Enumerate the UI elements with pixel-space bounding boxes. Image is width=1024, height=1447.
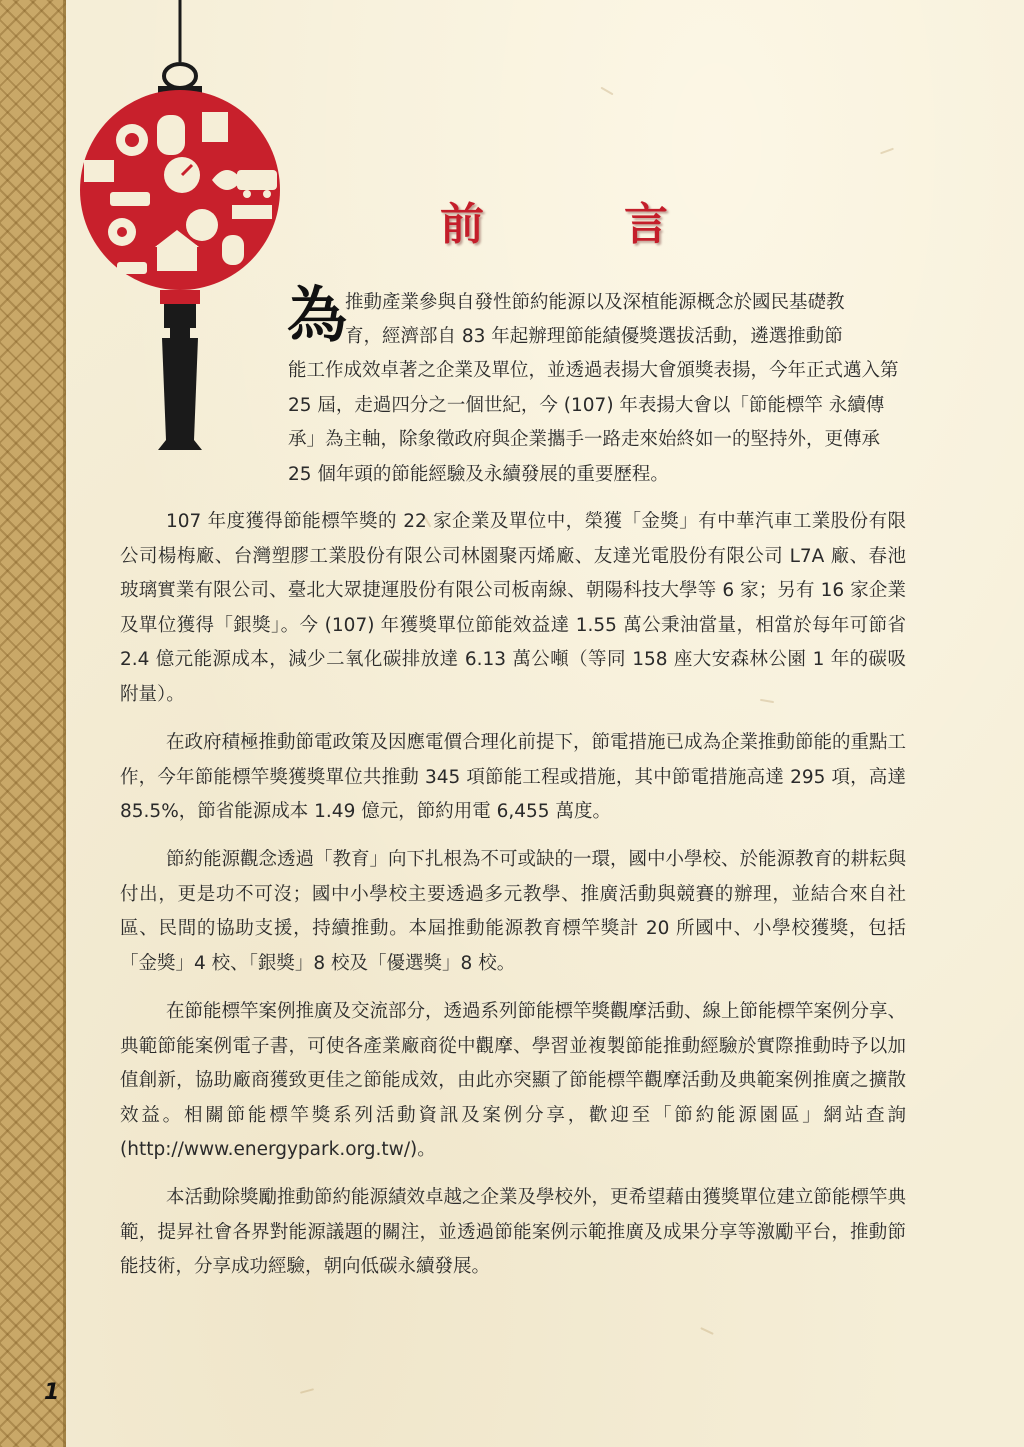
decorative-border <box>0 0 66 1447</box>
body-paragraph: 107 年度獲得節能標竿獎的 22 家企業及單位中，榮獲「金獎」有中華汽車工業股份有限公司楊梅廠、台灣塑膠工業股份有限公司林園聚丙烯廠、友達光電股份有限公司 L7A 廠、春池玻璃實業有限公司、臺北大眾捷運股份有限公司板南線、朝陽科技大學等 6 家；另有 16 家企業及單位獲得「銀獎」。今 (107) 年獲獎單位節能效益達 1.55 萬公秉油當量，相當於每年可節省 2.4 億元能源成本，減少二氧化碳排放達 6.13 萬公噸（等同 158 座大安森林公園 1 年的碳吸附量）。 <box>120 511 906 705</box>
body-paragraph: 節約能源觀念透過「教育」向下扎根為不可或缺的一環，國中小學校、於能源教育的耕耘與付出，更是功不可沒；國中小學校主要透過多元教學、推廣活動與競賽的辦理，並結合來自社區、民間的協助支援，持續推動。本屆推動能源教育標竿獎計 20 所國中、小學校獲獎，包括「金獎」4 校、「銀獎」8 校及「優選獎」8 校。 <box>120 849 907 974</box>
body-paragraph: 在節能標竿案例推廣及交流部分，透過系列節能標竿獎觀摩活動、線上節能標竿案例分享、典範節能案例電子書，可使各產業廠商從中觀摩、學習並複製節能推動經驗於實際推動時予以加值創新，協助廠商獲致更佳之節能成效，由此亦突顯了節能標竿觀摩活動及典範案例推廣之擴散效益。相關節能標竿獎系列活動資訊及案例分享，歡迎至「節約能源園區」網站查詢 (http://www.energypark.org.tw/)。 <box>120 1001 907 1160</box>
intro-line-2: 育，經濟部自 83 年起辦理節能績優獎選拔活動，遴選推動節 <box>345 326 843 347</box>
lantern-illustration <box>62 0 302 460</box>
body-paragraph: 本活動除獎勵推動節約能源績效卓越之企業及學校外，更希望藉由獲獎單位建立節能標竿典範，提昇社會各界對能源議題的關注，並透過節能案例示範推廣及成果分享等激勵平台，推動節能技術，分享成功經驗，朝向低碳永續發展。 <box>120 1187 907 1277</box>
intro-paragraph-rest: 能工作成效卓著之企業及單位，並透過表揚大會頒獎表揚，今年正式邁入第 25 屆，走過四分之一個世紀，今 (107) 年表揚大會以「節能標竿 永續傳承」為主軸，除象徵政府與企業攜手一路走來始終如一的堅持外，更傳承 25 個年頭的節能經驗及永續發展的重要歷程。 <box>288 360 899 485</box>
page-title: 前 言 <box>440 199 716 250</box>
intro-line-1: 推動產業參與自發性節約能源以及深植能源概念於國民基礎教 <box>345 292 845 313</box>
page-number: 1 <box>44 1380 60 1405</box>
intro-paragraph-start <box>345 286 905 354</box>
body-paragraph: 在政府積極推動節電政策及因應電價合理化前提下，節電措施已成為企業推動節能的重點工作，今年節能標竿獎獲獎單位共推動 345 項節能工程或措施，其中節電措施高達 295 項，高達 85.5%，節省能源成本 1.49 億元，節約用電 6,455 萬度。 <box>120 732 907 822</box>
drop-cap: 為 <box>287 281 347 351</box>
